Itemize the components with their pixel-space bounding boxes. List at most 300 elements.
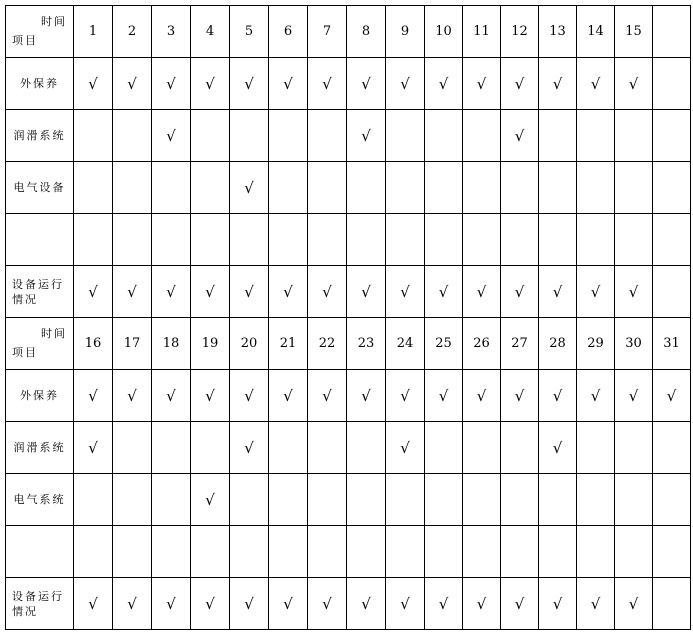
row-label-cell (6, 266, 74, 318)
empty-cell (653, 266, 691, 318)
check-mark-icon: √ (400, 386, 410, 405)
check-mark-icon: √ (438, 386, 449, 405)
empty-cell (113, 162, 152, 214)
check-mark-cell (463, 266, 501, 318)
check-mark-icon: √ (127, 386, 137, 405)
check-mark-cell (463, 578, 501, 630)
check-mark-cell (539, 266, 577, 318)
table-row (6, 370, 691, 422)
empty-cell (653, 110, 691, 162)
day-number-cell: 20 (230, 318, 269, 370)
check-mark-cell (539, 578, 577, 630)
empty-cell (577, 422, 615, 474)
day-number-cell: 24 (386, 318, 425, 370)
empty-cell (463, 526, 501, 578)
check-mark-cell (230, 58, 269, 110)
empty-cell (539, 526, 577, 578)
check-mark-cell (539, 422, 577, 474)
empty-cell (653, 526, 691, 578)
check-mark-icon: √ (244, 594, 254, 613)
row-label-text: 情况 (12, 604, 38, 618)
check-mark-icon: √ (400, 74, 410, 93)
check-mark-icon: √ (628, 282, 639, 301)
check-mark-cell (386, 422, 425, 474)
empty-cell (347, 526, 386, 578)
day-number-cell: 13 (539, 6, 577, 58)
check-mark-cell (74, 578, 113, 630)
row-label-cell (6, 370, 74, 422)
check-mark-icon: √ (205, 594, 215, 613)
check-mark-icon: √ (283, 386, 293, 405)
empty-cell (74, 526, 113, 578)
empty-cell (386, 526, 425, 578)
empty-cell (230, 214, 269, 266)
empty-cell (191, 526, 230, 578)
table-row (6, 578, 691, 630)
empty-cell (463, 214, 501, 266)
check-mark-cell (113, 370, 152, 422)
empty-cell (152, 162, 191, 214)
item-header-label: 项目 (12, 34, 38, 47)
check-mark-cell (308, 370, 347, 422)
check-mark-cell (539, 370, 577, 422)
check-mark-icon: √ (322, 282, 332, 301)
empty-cell (74, 214, 113, 266)
row-label-cell (6, 110, 74, 162)
check-mark-icon: √ (166, 74, 176, 93)
empty-cell (615, 162, 653, 214)
empty-cell (113, 110, 152, 162)
empty-cell (386, 474, 425, 526)
day-number-cell: 10 (425, 6, 463, 58)
day-number-cell: 12 (501, 6, 539, 58)
empty-cell (501, 162, 539, 214)
table-row (6, 474, 691, 526)
day-number-cell: 16 (74, 318, 113, 370)
day-number-cell: 25 (425, 318, 463, 370)
check-mark-cell (615, 370, 653, 422)
check-mark-icon: √ (88, 74, 98, 93)
table-row (6, 110, 691, 162)
check-mark-cell (653, 370, 691, 422)
check-mark-cell (113, 58, 152, 110)
check-mark-cell (425, 266, 463, 318)
empty-cell (269, 162, 308, 214)
check-mark-icon: √ (244, 178, 254, 197)
check-mark-cell (113, 266, 152, 318)
check-mark-icon: √ (283, 74, 293, 93)
check-mark-cell (269, 266, 308, 318)
row-label-text: 润滑系统 (13, 440, 66, 454)
empty-cell (269, 422, 308, 474)
empty-cell (152, 422, 191, 474)
table-row (6, 526, 691, 578)
empty-cell (308, 214, 347, 266)
empty-cell (269, 214, 308, 266)
empty-cell (653, 578, 691, 630)
check-mark-cell (152, 266, 191, 318)
empty-cell (347, 422, 386, 474)
empty-cell (308, 162, 347, 214)
day-number-cell: 19 (191, 318, 230, 370)
empty-cell (425, 526, 463, 578)
check-mark-icon: √ (400, 438, 410, 457)
empty-cell (539, 162, 577, 214)
empty-cell (347, 162, 386, 214)
day-number-cell: 8 (347, 6, 386, 58)
check-mark-cell (74, 370, 113, 422)
empty-cell (539, 214, 577, 266)
empty-cell (653, 162, 691, 214)
empty-cell (501, 214, 539, 266)
check-mark-cell (615, 578, 653, 630)
check-mark-cell (577, 578, 615, 630)
check-mark-icon: √ (514, 282, 525, 301)
check-mark-cell (191, 58, 230, 110)
day-number-cell: 22 (308, 318, 347, 370)
check-mark-icon: √ (205, 74, 215, 93)
check-mark-icon: √ (244, 74, 254, 93)
check-mark-cell (539, 58, 577, 110)
row-label-cell (6, 214, 74, 266)
check-mark-icon: √ (552, 282, 563, 301)
empty-cell (74, 110, 113, 162)
check-mark-cell (347, 110, 386, 162)
empty-cell (653, 422, 691, 474)
empty-cell (653, 58, 691, 110)
check-mark-cell (74, 422, 113, 474)
empty-cell (653, 474, 691, 526)
day-number-cell: 18 (152, 318, 191, 370)
empty-cell (152, 214, 191, 266)
empty-cell (191, 422, 230, 474)
header-row (6, 6, 691, 58)
check-mark-icon: √ (205, 282, 215, 301)
empty-cell (577, 474, 615, 526)
check-mark-cell (347, 370, 386, 422)
check-mark-icon: √ (127, 282, 137, 301)
check-mark-cell (230, 422, 269, 474)
day-number-cell: 27 (501, 318, 539, 370)
check-mark-cell (74, 266, 113, 318)
check-mark-icon: √ (552, 386, 563, 405)
time-header-label: 时间 (41, 15, 67, 28)
empty-cell (615, 526, 653, 578)
day-number-cell: 3 (152, 6, 191, 58)
check-mark-cell (386, 578, 425, 630)
day-number-cell: 11 (463, 6, 501, 58)
row-label-text: 电气设备 (13, 180, 66, 194)
empty-cell (577, 214, 615, 266)
empty-cell (653, 214, 691, 266)
check-mark-icon: √ (166, 594, 176, 613)
empty-cell (347, 474, 386, 526)
day-number-cell: 7 (308, 6, 347, 58)
empty-cell (425, 474, 463, 526)
row-label-text: 外保养 (20, 388, 59, 402)
empty-cell (501, 474, 539, 526)
time-header-label: 时间 (41, 327, 67, 340)
check-mark-icon: √ (628, 74, 639, 93)
check-mark-icon: √ (361, 594, 371, 613)
empty-cell (386, 162, 425, 214)
check-mark-cell (269, 578, 308, 630)
check-mark-icon: √ (88, 438, 98, 457)
row-label-cell (6, 578, 74, 630)
check-mark-icon: √ (244, 386, 254, 405)
check-mark-cell (269, 58, 308, 110)
check-mark-icon: √ (400, 594, 410, 613)
empty-cell (425, 422, 463, 474)
empty-cell (191, 162, 230, 214)
empty-cell (425, 214, 463, 266)
check-mark-cell (501, 578, 539, 630)
empty-cell (463, 474, 501, 526)
corner-header-cell (6, 318, 74, 370)
empty-cell (615, 474, 653, 526)
check-mark-icon: √ (514, 594, 525, 613)
check-mark-icon: √ (283, 282, 293, 301)
check-mark-icon: √ (552, 594, 563, 613)
day-number-cell: 2 (113, 6, 152, 58)
day-number-cell: 14 (577, 6, 615, 58)
check-mark-cell (347, 266, 386, 318)
empty-cell (386, 110, 425, 162)
empty-cell (269, 474, 308, 526)
row-label-cell (6, 474, 74, 526)
check-mark-icon: √ (438, 282, 449, 301)
check-mark-cell (308, 578, 347, 630)
empty-cell (113, 474, 152, 526)
check-mark-cell (269, 370, 308, 422)
day-number-cell: 9 (386, 6, 425, 58)
row-label-text: 情况 (12, 292, 38, 306)
check-mark-cell (386, 58, 425, 110)
check-mark-icon: √ (166, 126, 176, 145)
check-mark-cell (347, 58, 386, 110)
empty-cell (308, 526, 347, 578)
empty-cell (501, 422, 539, 474)
check-mark-icon: √ (438, 594, 449, 613)
check-mark-icon: √ (88, 282, 98, 301)
check-mark-icon: √ (514, 74, 525, 93)
check-mark-icon: √ (88, 594, 98, 613)
header-row (6, 318, 691, 370)
check-mark-icon: √ (476, 386, 487, 405)
check-mark-cell (425, 370, 463, 422)
check-mark-icon: √ (322, 386, 332, 405)
row-label-text: 润滑系统 (13, 128, 66, 142)
day-number-cell: 1 (74, 6, 113, 58)
check-mark-icon: √ (476, 594, 487, 613)
empty-cell (308, 474, 347, 526)
check-mark-icon: √ (166, 386, 176, 405)
empty-cell (463, 162, 501, 214)
check-mark-icon: √ (205, 490, 215, 509)
check-mark-icon: √ (127, 594, 137, 613)
empty-cell (463, 110, 501, 162)
check-mark-cell (463, 370, 501, 422)
check-mark-icon: √ (666, 386, 677, 405)
empty-cell (501, 526, 539, 578)
check-mark-cell (230, 578, 269, 630)
empty-cell (577, 110, 615, 162)
corner-header-cell (6, 6, 74, 58)
check-mark-cell (230, 266, 269, 318)
check-mark-cell (386, 266, 425, 318)
row-label-cell (6, 58, 74, 110)
check-mark-icon: √ (476, 74, 487, 93)
check-mark-icon: √ (628, 594, 639, 613)
empty-cell (74, 474, 113, 526)
check-mark-icon: √ (361, 386, 371, 405)
day-number-cell: 15 (615, 6, 653, 58)
row-label-cell (6, 162, 74, 214)
table-row (6, 162, 691, 214)
check-mark-icon: √ (322, 594, 332, 613)
check-mark-icon: √ (361, 74, 371, 93)
check-mark-cell (308, 58, 347, 110)
empty-cell (425, 162, 463, 214)
check-mark-icon: √ (244, 282, 254, 301)
empty-cell (615, 422, 653, 474)
maintenance-checklist-table (5, 5, 691, 630)
day-number-cell: 21 (269, 318, 308, 370)
table-row (6, 266, 691, 318)
empty-cell (152, 526, 191, 578)
day-number-cell: 29 (577, 318, 615, 370)
day-number-cell: 4 (191, 6, 230, 58)
day-number-cell: 28 (539, 318, 577, 370)
empty-cell (152, 474, 191, 526)
check-mark-cell (463, 58, 501, 110)
empty-cell (230, 526, 269, 578)
check-mark-icon: √ (552, 438, 563, 457)
empty-cell (113, 214, 152, 266)
check-mark-icon: √ (400, 282, 410, 301)
check-mark-cell (230, 370, 269, 422)
day-number-cell: 5 (230, 6, 269, 58)
row-label-text: 设备运行 (12, 277, 64, 291)
check-mark-cell (425, 578, 463, 630)
check-mark-cell (615, 266, 653, 318)
check-mark-cell (74, 58, 113, 110)
row-label-text: 设备运行 (12, 589, 64, 603)
check-mark-icon: √ (244, 438, 254, 457)
check-mark-cell (501, 110, 539, 162)
check-mark-cell (501, 58, 539, 110)
check-mark-cell (577, 266, 615, 318)
check-mark-cell (425, 58, 463, 110)
check-mark-cell (577, 370, 615, 422)
check-mark-cell (386, 370, 425, 422)
check-mark-icon: √ (628, 386, 639, 405)
check-mark-cell (347, 578, 386, 630)
check-mark-cell (152, 370, 191, 422)
empty-cell (425, 110, 463, 162)
check-mark-cell (191, 474, 230, 526)
check-mark-icon: √ (127, 74, 137, 93)
row-label-cell (6, 526, 74, 578)
check-mark-icon: √ (552, 74, 563, 93)
day-number-cell: 17 (113, 318, 152, 370)
empty-cell (615, 110, 653, 162)
check-mark-icon: √ (438, 74, 449, 93)
check-mark-cell (501, 370, 539, 422)
item-header-label: 项目 (12, 346, 38, 359)
empty-cell (269, 110, 308, 162)
check-mark-icon: √ (166, 282, 176, 301)
day-number-cell (653, 6, 691, 58)
check-mark-cell (152, 58, 191, 110)
empty-cell (74, 162, 113, 214)
empty-cell (615, 214, 653, 266)
check-mark-icon: √ (590, 594, 601, 613)
check-mark-icon: √ (590, 282, 601, 301)
empty-cell (269, 526, 308, 578)
check-mark-icon: √ (205, 386, 215, 405)
check-mark-icon: √ (361, 126, 371, 145)
table-row (6, 422, 691, 474)
empty-cell (308, 422, 347, 474)
empty-cell (539, 474, 577, 526)
check-mark-cell (191, 266, 230, 318)
check-mark-cell (191, 578, 230, 630)
check-mark-cell (577, 58, 615, 110)
check-mark-icon: √ (514, 386, 525, 405)
empty-cell (113, 422, 152, 474)
empty-cell (230, 474, 269, 526)
empty-cell (308, 110, 347, 162)
table-row (6, 214, 691, 266)
empty-cell (191, 110, 230, 162)
empty-cell (577, 526, 615, 578)
empty-cell (347, 214, 386, 266)
check-mark-icon: √ (476, 282, 487, 301)
check-mark-cell (191, 370, 230, 422)
empty-cell (230, 110, 269, 162)
check-mark-icon: √ (514, 126, 525, 145)
check-mark-cell (152, 110, 191, 162)
empty-cell (191, 214, 230, 266)
check-mark-cell (230, 162, 269, 214)
row-label-text: 电气系统 (13, 492, 66, 506)
check-mark-icon: √ (590, 74, 601, 93)
day-number-cell: 30 (615, 318, 653, 370)
empty-cell (539, 110, 577, 162)
empty-cell (463, 422, 501, 474)
row-label-text: 外保养 (20, 76, 59, 90)
table-row (6, 58, 691, 110)
check-mark-cell (308, 266, 347, 318)
check-mark-icon: √ (361, 282, 371, 301)
empty-cell (386, 214, 425, 266)
day-number-cell: 23 (347, 318, 386, 370)
empty-cell (113, 526, 152, 578)
check-mark-cell (113, 578, 152, 630)
day-number-cell: 31 (653, 318, 691, 370)
empty-cell (577, 162, 615, 214)
check-mark-icon: √ (283, 594, 293, 613)
check-mark-icon: √ (322, 74, 332, 93)
day-number-cell: 6 (269, 6, 308, 58)
day-number-cell: 26 (463, 318, 501, 370)
check-mark-cell (152, 578, 191, 630)
check-mark-cell (501, 266, 539, 318)
check-mark-icon: √ (590, 386, 601, 405)
check-mark-cell (615, 58, 653, 110)
row-label-cell (6, 422, 74, 474)
